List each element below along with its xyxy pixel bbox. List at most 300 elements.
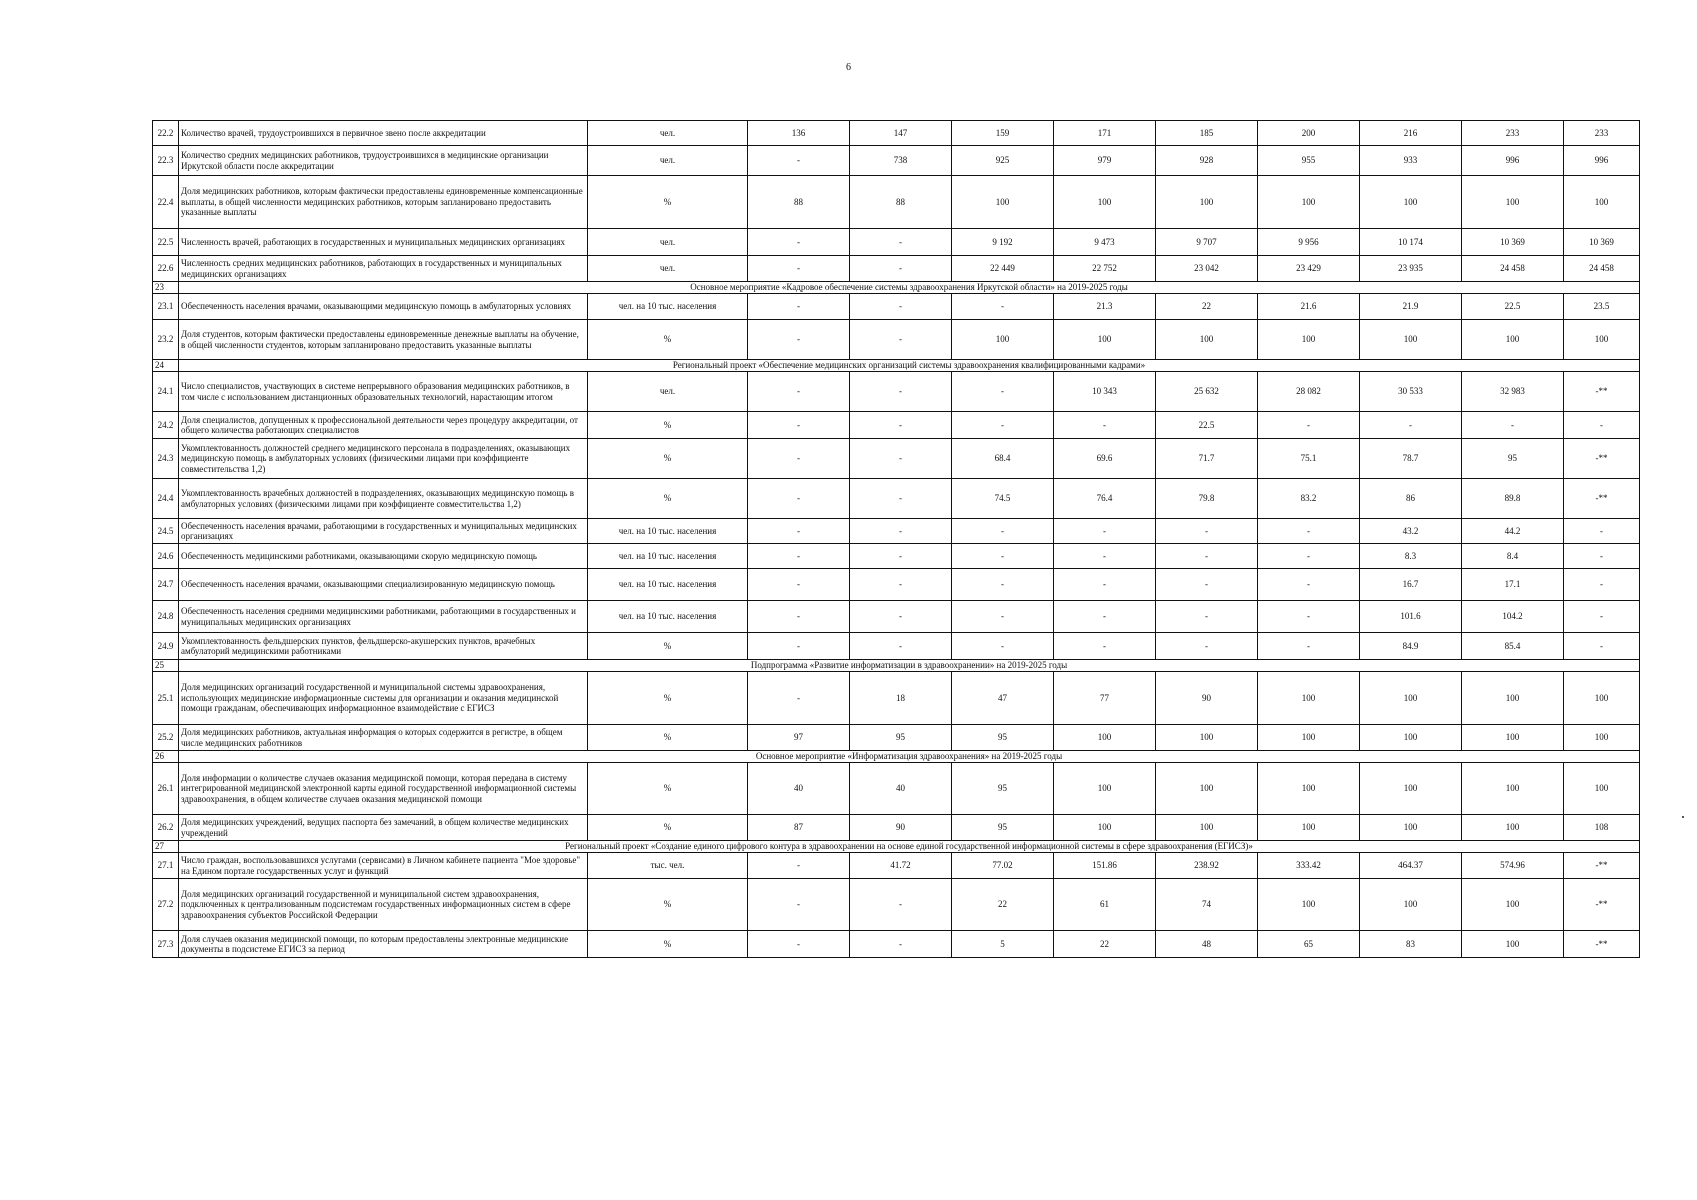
value-cell: 44.2 [1462,519,1564,544]
value-cell: 996 [1462,146,1564,176]
value-cell: 23 429 [1258,256,1360,282]
value-cell: 85.4 [1462,633,1564,660]
value-cell: - [952,569,1054,601]
margin-dot [1682,816,1684,818]
value-cell: 100 [1360,176,1462,229]
table-row [153,294,1640,320]
value-cell: - [1258,412,1360,439]
section-number: 24 [153,360,179,372]
indicator-name: Число специалистов, участвующих в системе непрерывного образования медицинских работников, в том числе с использованием дистанционных образовательных технологий, нарастающим итогом [179,372,588,412]
value-cell: 68.4 [952,439,1054,479]
value-cell: 23 935 [1360,256,1462,282]
table-row [153,815,1640,841]
value-cell: - [1156,519,1258,544]
value-cell: - [1258,519,1360,544]
value-cell: 574.96 [1462,853,1564,879]
value-cell: 233 [1462,121,1564,146]
value-cell: 100 [1156,725,1258,751]
value-cell: 100 [1462,763,1564,815]
table-row [153,725,1640,751]
value-cell: 738 [850,146,952,176]
value-cell: 23.5 [1564,294,1640,320]
unit-cell: % [588,763,748,815]
value-cell: - [1054,633,1156,660]
value-cell: - [1462,412,1564,439]
value-cell: 18 [850,672,952,725]
value-cell: 10 343 [1054,372,1156,412]
value-cell: 333.42 [1258,853,1360,879]
indicator-name: Доля студентов, которым фактически предоставлены единовременные денежные выплаты на обучение, в общей численности студентов, которым запланировано предоставить указанные выплаты [179,320,588,360]
value-cell: - [1564,569,1640,601]
value-cell: 71.7 [1156,439,1258,479]
section-row [153,660,1640,672]
value-cell: 100 [1258,725,1360,751]
value-cell: - [748,256,850,282]
unit-cell: % [588,412,748,439]
value-cell: 22.5 [1156,412,1258,439]
table-row [153,176,1640,229]
value-cell: 100 [1258,763,1360,815]
value-cell: -** [1564,439,1640,479]
unit-cell: чел. на 10 тыс. населения [588,601,748,633]
row-number: 24.4 [153,479,179,519]
indicator-name: Количество врачей, трудоустроившихся в первичное звено после аккредитации [179,121,588,146]
value-cell: 87 [748,815,850,841]
value-cell: 928 [1156,146,1258,176]
value-cell: - [748,853,850,879]
unit-cell: чел. [588,372,748,412]
row-number: 27.3 [153,931,179,958]
value-cell: - [1054,412,1156,439]
value-cell: 77.02 [952,853,1054,879]
value-cell: 78.7 [1360,439,1462,479]
value-cell: 95 [952,815,1054,841]
indicator-name: Доля информации о количестве случаев оказания медицинской помощи, которая передана в систему интегрированной медицинской электронной карты единой государственной информационной системы здравоохранения, в общем количестве случаев оказания медицинской помощи [179,763,588,815]
table-row [153,672,1640,725]
unit-cell: % [588,633,748,660]
value-cell: 933 [1360,146,1462,176]
value-cell: - [1156,633,1258,660]
value-cell: 9 707 [1156,229,1258,256]
value-cell: 100 [1462,815,1564,841]
value-cell: - [748,320,850,360]
value-cell: - [850,479,952,519]
value-cell: 40 [850,763,952,815]
table-row [153,479,1640,519]
value-cell: - [748,146,850,176]
value-cell: - [1054,519,1156,544]
value-cell: 74 [1156,879,1258,931]
value-cell: - [748,633,850,660]
value-cell: 100 [1564,176,1640,229]
row-number: 24.7 [153,569,179,601]
unit-cell: чел. [588,121,748,146]
value-cell: 100 [1054,320,1156,360]
value-cell: 100 [1462,931,1564,958]
value-cell: 955 [1258,146,1360,176]
value-cell: 464.37 [1360,853,1462,879]
table-row [153,879,1640,931]
value-cell: - [952,519,1054,544]
value-cell: 32 983 [1462,372,1564,412]
table-row [153,601,1640,633]
value-cell: 8.4 [1462,544,1564,569]
value-cell: 40 [748,763,850,815]
indicator-name: Обеспеченность медицинскими работниками, оказывающими скорую медицинскую помощь [179,544,588,569]
value-cell: 10 369 [1462,229,1564,256]
value-cell: 171 [1054,121,1156,146]
table-row [153,372,1640,412]
value-cell: - [952,544,1054,569]
value-cell: 75.1 [1258,439,1360,479]
value-cell: - [850,931,952,958]
value-cell: 100 [1564,672,1640,725]
value-cell: - [850,519,952,544]
value-cell: 77 [1054,672,1156,725]
row-number: 27.2 [153,879,179,931]
unit-cell: % [588,479,748,519]
indicator-name: Доля специалистов, допущенных к профессиональной деятельности через процедуру аккредитации, от общего количества работающих специалистов [179,412,588,439]
value-cell: - [748,412,850,439]
table-row [153,763,1640,815]
value-cell: 88 [850,176,952,229]
row-number: 24.3 [153,439,179,479]
value-cell: 147 [850,121,952,146]
indicator-name: Численность врачей, работающих в государственных и муниципальных медицинских организациях [179,229,588,256]
indicator-name: Укомплектованность должностей среднего медицинского персонала в подразделениях, оказывающих медицинскую помощь в амбулаторных условиях (физическими лицами при коэффициенте совместительства 1,2) [179,439,588,479]
value-cell: - [850,229,952,256]
value-cell: - [748,439,850,479]
value-cell: -** [1564,479,1640,519]
row-number: 24.6 [153,544,179,569]
value-cell: 86 [1360,479,1462,519]
value-cell: 41.72 [850,853,952,879]
row-number: 22.4 [153,176,179,229]
value-cell: 47 [952,672,1054,725]
table-row [153,853,1640,879]
unit-cell: тыс. чел. [588,853,748,879]
value-cell: - [748,569,850,601]
row-number: 24.9 [153,633,179,660]
row-number: 26.1 [153,763,179,815]
value-cell: 65 [1258,931,1360,958]
table-row [153,320,1640,360]
section-number: 26 [153,751,179,763]
indicator-name: Доля случаев оказания медицинской помощи, по которым предоставлены электронные медицинские документы в подсистеме ЕГИСЗ за период [179,931,588,958]
value-cell: - [1564,601,1640,633]
indicator-name: Количество средних медицинских работников, трудоустроившихся в медицинские организации Иркутской области после аккредитации [179,146,588,176]
value-cell: 21.6 [1258,294,1360,320]
unit-cell: чел. на 10 тыс. населения [588,294,748,320]
row-number: 24.8 [153,601,179,633]
value-cell: - [748,544,850,569]
value-cell: - [850,633,952,660]
value-cell: 84.9 [1360,633,1462,660]
section-number: 23 [153,282,179,294]
value-cell: - [952,372,1054,412]
value-cell: 100 [1258,320,1360,360]
value-cell: 104.2 [1462,601,1564,633]
value-cell: 22 [1054,931,1156,958]
row-number: 24.5 [153,519,179,544]
value-cell: -** [1564,853,1640,879]
value-cell: 90 [1156,672,1258,725]
section-row [153,841,1640,853]
value-cell: 95 [1462,439,1564,479]
value-cell: - [1054,544,1156,569]
value-cell: - [850,372,952,412]
table-body [153,121,1640,958]
value-cell: - [1564,412,1640,439]
table-row [153,633,1640,660]
value-cell: 95 [850,725,952,751]
value-cell: - [748,372,850,412]
value-cell: 100 [1156,815,1258,841]
unit-cell: чел. на 10 тыс. населения [588,544,748,569]
table-row [153,439,1640,479]
value-cell: 100 [1564,725,1640,751]
table-row [153,229,1640,256]
indicator-name: Численность средних медицинских работников, работающих в государственных и муниципальных медицинских организациях [179,256,588,282]
section-number: 25 [153,660,179,672]
value-cell: 185 [1156,121,1258,146]
value-cell: - [850,294,952,320]
value-cell: 9 956 [1258,229,1360,256]
value-cell: 21.3 [1054,294,1156,320]
value-cell: 100 [1258,879,1360,931]
value-cell: 22 449 [952,256,1054,282]
indicator-name: Обеспеченность населения врачами, оказывающими медицинскую помощь в амбулаторных условиях [179,294,588,320]
section-row [153,282,1640,294]
value-cell: 24 458 [1564,256,1640,282]
value-cell: 100 [1054,815,1156,841]
value-cell: 159 [952,121,1054,146]
section-title: Региональный проект «Обеспечение медицинских организаций системы здравоохранения квалифицированными кадрами» [179,360,1640,372]
value-cell: 100 [1054,725,1156,751]
value-cell: 22.5 [1462,294,1564,320]
row-number: 25.1 [153,672,179,725]
value-cell: 10 174 [1360,229,1462,256]
value-cell: 996 [1564,146,1640,176]
table-row [153,121,1640,146]
value-cell: 100 [1156,763,1258,815]
value-cell: 22 [952,879,1054,931]
row-number: 23.2 [153,320,179,360]
value-cell: 61 [1054,879,1156,931]
value-cell: 136 [748,121,850,146]
unit-cell: % [588,672,748,725]
value-cell: 925 [952,146,1054,176]
value-cell: - [1258,544,1360,569]
value-cell: 24 458 [1462,256,1564,282]
indicators-table [152,120,1640,958]
unit-cell: % [588,439,748,479]
value-cell: - [850,569,952,601]
value-cell: - [1564,544,1640,569]
indicator-name: Обеспеченность населения врачами, оказывающими специализированную медицинскую помощь [179,569,588,601]
value-cell: 100 [1054,176,1156,229]
value-cell: -** [1564,879,1640,931]
value-cell: - [952,294,1054,320]
table-row [153,256,1640,282]
value-cell: 48 [1156,931,1258,958]
row-number: 22.5 [153,229,179,256]
value-cell: - [850,412,952,439]
value-cell: - [1258,569,1360,601]
value-cell: - [850,879,952,931]
value-cell: - [748,294,850,320]
value-cell: 100 [1462,725,1564,751]
value-cell: 100 [952,176,1054,229]
value-cell: - [1258,601,1360,633]
value-cell: 22 752 [1054,256,1156,282]
table-row [153,412,1640,439]
table-row [153,569,1640,601]
value-cell: 74.5 [952,479,1054,519]
value-cell: 25 632 [1156,372,1258,412]
value-cell: 100 [1462,320,1564,360]
value-cell: 9 192 [952,229,1054,256]
value-cell: - [952,412,1054,439]
value-cell: - [1564,633,1640,660]
value-cell: 95 [952,763,1054,815]
value-cell: - [1054,569,1156,601]
value-cell: - [748,601,850,633]
value-cell: 88 [748,176,850,229]
row-number: 24.1 [153,372,179,412]
indicator-name: Число граждан, воспользовавшихся услугами (сервисами) в Личном кабинете пациента "Мое здоровье" на Едином портале государственных услуг и функций [179,853,588,879]
value-cell: 17.1 [1462,569,1564,601]
row-number: 22.2 [153,121,179,146]
value-cell: - [1564,519,1640,544]
value-cell: 100 [1360,763,1462,815]
value-cell: 108 [1564,815,1640,841]
section-title: Основное мероприятие «Информатизация здравоохранения» на 2019-2025 годы [179,751,1640,763]
value-cell: 23 042 [1156,256,1258,282]
table-row [153,931,1640,958]
value-cell: - [1258,633,1360,660]
value-cell: 216 [1360,121,1462,146]
value-cell: - [850,439,952,479]
value-cell: 100 [1156,176,1258,229]
value-cell: - [850,544,952,569]
value-cell: 100 [1564,763,1640,815]
value-cell: - [850,320,952,360]
value-cell: - [952,601,1054,633]
indicator-name: Доля медицинских работников, актуальная информация о которых содержится в регистре, в общем числе медицинских работников [179,725,588,751]
value-cell: - [1156,544,1258,569]
value-cell: 979 [1054,146,1156,176]
row-number: 27.1 [153,853,179,879]
indicator-name: Доля медицинских организаций государственной и муниципальной системы здравоохранения, использующих медицинские информационные системы для организации и оказания медицинской помощи гражданам, обеспечивающих информационное взаимодействие с ЕГИСЗ [179,672,588,725]
value-cell: 95 [952,725,1054,751]
value-cell: 233 [1564,121,1640,146]
table-row [153,519,1640,544]
value-cell: 97 [748,725,850,751]
value-cell: 79.8 [1156,479,1258,519]
unit-cell: чел. [588,146,748,176]
indicator-name: Обеспеченность населения врачами, работающими в государственных и муниципальных медицинских организациях [179,519,588,544]
table-row [153,544,1640,569]
value-cell: 10 369 [1564,229,1640,256]
value-cell: 22 [1156,294,1258,320]
indicator-name: Доля медицинских работников, которым фактически предоставлены единовременные компенсационные выплаты, в общей численности медицинских работников, которым запланировано предоставить указанные выплаты [179,176,588,229]
value-cell: 100 [1258,815,1360,841]
section-title: Подпрограмма «Развитие информатизации в здравоохранении» на 2019-2025 годы [179,660,1640,672]
value-cell: 100 [1462,672,1564,725]
unit-cell: % [588,879,748,931]
value-cell: 89.8 [1462,479,1564,519]
value-cell: 5 [952,931,1054,958]
unit-cell: чел. на 10 тыс. населения [588,519,748,544]
value-cell: 69.6 [1054,439,1156,479]
unit-cell: % [588,815,748,841]
page-number: 6 [846,62,851,73]
value-cell: - [748,519,850,544]
row-number: 22.6 [153,256,179,282]
section-number: 27 [153,841,179,853]
section-title: Региональный проект «Создание единого цифрового контура в здравоохранении на основе единой государственной информационной системы в сфере здравоохранения (ЕГИСЗ)» [179,841,1640,853]
value-cell: 151.86 [1054,853,1156,879]
section-title: Основное мероприятие «Кадровое обеспечение системы здравоохранения Иркутской области» на 2019-2025 годы [179,282,1640,294]
unit-cell: % [588,176,748,229]
unit-cell: % [588,320,748,360]
indicator-name: Доля медицинских учреждений, ведущих паспорта без замечаний, в общем количестве медицинских учреждений [179,815,588,841]
value-cell: 101.6 [1360,601,1462,633]
value-cell: 238.92 [1156,853,1258,879]
value-cell: 9 473 [1054,229,1156,256]
unit-cell: чел. на 10 тыс. населения [588,569,748,601]
value-cell: 100 [1462,176,1564,229]
value-cell: - [1156,569,1258,601]
value-cell: 100 [1564,320,1640,360]
indicator-name: Доля медицинских организаций государственной и муниципальной систем здравоохранения, подключенных к централизованным подсистемам государственных информационных систем в сфере здравоохранения субъектов Российской Федерации [179,879,588,931]
value-cell: 90 [850,815,952,841]
value-cell: 28 082 [1258,372,1360,412]
value-cell: 100 [1360,320,1462,360]
value-cell: - [1156,601,1258,633]
value-cell: 100 [1258,672,1360,725]
value-cell: - [850,601,952,633]
value-cell: 83 [1360,931,1462,958]
value-cell: - [850,256,952,282]
value-cell: - [748,479,850,519]
value-cell: 30 533 [1360,372,1462,412]
value-cell: 43.2 [1360,519,1462,544]
value-cell: - [748,229,850,256]
row-number: 24.2 [153,412,179,439]
value-cell: 100 [1156,320,1258,360]
row-number: 22.3 [153,146,179,176]
indicator-name: Укомплектованность врачебных должностей в подразделениях, оказывающих медицинскую помощь в амбулаторных условиях (физическими лицами при коэффициенте совместительства 1,2) [179,479,588,519]
value-cell: 200 [1258,121,1360,146]
section-row [153,751,1640,763]
value-cell: - [748,672,850,725]
value-cell: 83.2 [1258,479,1360,519]
table-row [153,146,1640,176]
value-cell: - [952,633,1054,660]
value-cell: 100 [1360,879,1462,931]
value-cell: 16.7 [1360,569,1462,601]
value-cell: 100 [952,320,1054,360]
value-cell: 76.4 [1054,479,1156,519]
value-cell: 100 [1054,763,1156,815]
value-cell: - [1360,412,1462,439]
value-cell: - [1054,601,1156,633]
indicator-name: Укомплектованность фельдшерских пунктов, фельдшерско-акушерских пунктов, врачебных амбулаторий медицинскими работниками [179,633,588,660]
unit-cell: % [588,725,748,751]
value-cell: - [748,879,850,931]
